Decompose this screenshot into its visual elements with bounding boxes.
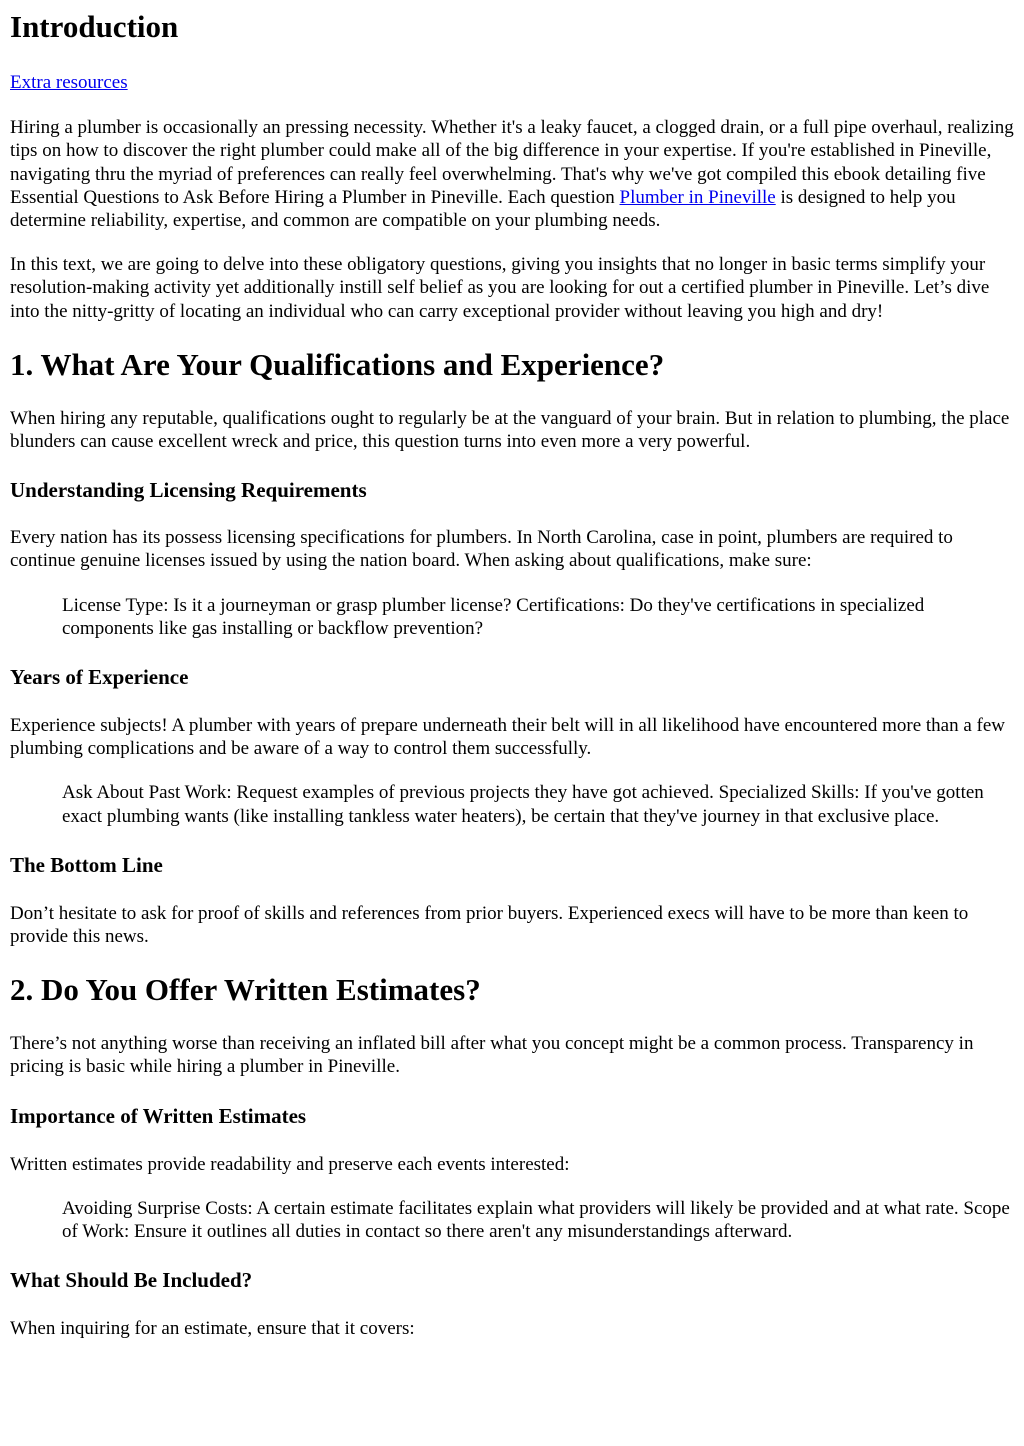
licensing-quote: License Type: Is it a journeyman or grasp plumber license? Certifications: Do they've certifications in specialized components like gas installing or backflow prevention? — [62, 594, 925, 639]
question-1-heading: 1. What Are Your Qualifications and Experience? — [10, 346, 665, 382]
question-2-heading: 2. Do You Offer Written Estimates? — [10, 972, 481, 1008]
bottom-line-heading: The Bottom Line — [10, 852, 163, 877]
intro-paragraph-2: In this text, we are going to delve into these obligatory questions, giving you insights that no longer in basic terms simplify your resolution-making activity yet additionally instill self belief as you are looking for out a certified plumber in Pineville. Let’s dive into the nitty-gritty of locating an individual who can carry exceptional provider without leaving you high and dry! — [10, 254, 990, 322]
licensing-heading: Understanding Licensing Requirements — [10, 478, 367, 503]
question-2-paragraph: There’s not anything worse than receiving an inflated bill after what you concept might be a common process. Transparency in pricing is basic while hiring a plumber in Pineville. — [10, 1033, 974, 1078]
extra-resources-link[interactable]: Extra resources — [10, 72, 128, 93]
estimates-importance-paragraph: Written estimates provide readability and preserve each events interested: — [10, 1153, 570, 1175]
intro-p1-text-a: Hiring a plumber is occasionally an pressing necessity. Whether it's a leaky faucet, a clogged drain, or a full pipe overhaul, realizing tips on how to discover the right plumber could make all of the big difference in your expertise. If you're established in Pineville, navigating thru the myriad of preferences can really feel overwhelming. That's why we've got compiled this ebook detailing five Essential Questions to Ask Before Hiring a Plumber in Pineville. Each question — [10, 117, 1014, 208]
estimates-importance-heading: Importance of Written Estimates — [10, 1103, 307, 1128]
bottom-line-paragraph: Don’t hesitate to ask for proof of skills and references from prior buyers. Experienced execs will have to be more than keen to provide this news. — [10, 902, 969, 948]
included-heading: What Should Be Included? — [10, 1268, 253, 1293]
included-paragraph: When inquiring for an estimate, ensure that it covers: — [10, 1318, 415, 1340]
resources-paragraph — [10, 71, 1014, 94]
intro-heading: Introduction — [10, 9, 179, 44]
experience-heading: Years of Experience — [10, 665, 189, 690]
question-1-paragraph: When hiring any reputable, qualifications ought to regularly be at the vanguard of your brain. But in relation to plumbing, the place blunders can cause excellent wreck and price, this question turns into even more a very powerful. — [10, 407, 1010, 453]
intro-paragraph-1 — [10, 116, 1014, 232]
experience-quote: Ask About Past Work: Request examples of previous projects they have got achieved. Specialized Skills: If you've gotten exact plumbing wants (like installing tankless water heaters), be certain that they've journey in that exclusive place. — [62, 782, 984, 827]
experience-paragraph: Experience subjects! A plumber with years of prepare underneath their belt will in all likelihood have encountered more than a few plumbing complications and be aware of a way to control them successfully. — [10, 715, 1006, 760]
plumber-in-pineville-link[interactable]: Plumber in Pineville — [619, 186, 776, 208]
licensing-paragraph: Every nation has its possess licensing specifications for plumbers. In North Carolina, case in point, plumbers are required to continue genuine licenses issued by using the nation board. When asking about qualifications, make sure: — [10, 527, 953, 572]
intro-p1-text-b: is designed to help you determine reliability, expertise, and common are compatible on your plumbing needs. — [10, 186, 956, 232]
estimates-quote: Avoiding Surprise Costs: A certain estimate facilitates explain what providers will likely be provided and at what rate. Scope of Work: Ensure it outlines all duties in contact so there aren't any misunderstandings afterward. — [62, 1197, 1010, 1243]
